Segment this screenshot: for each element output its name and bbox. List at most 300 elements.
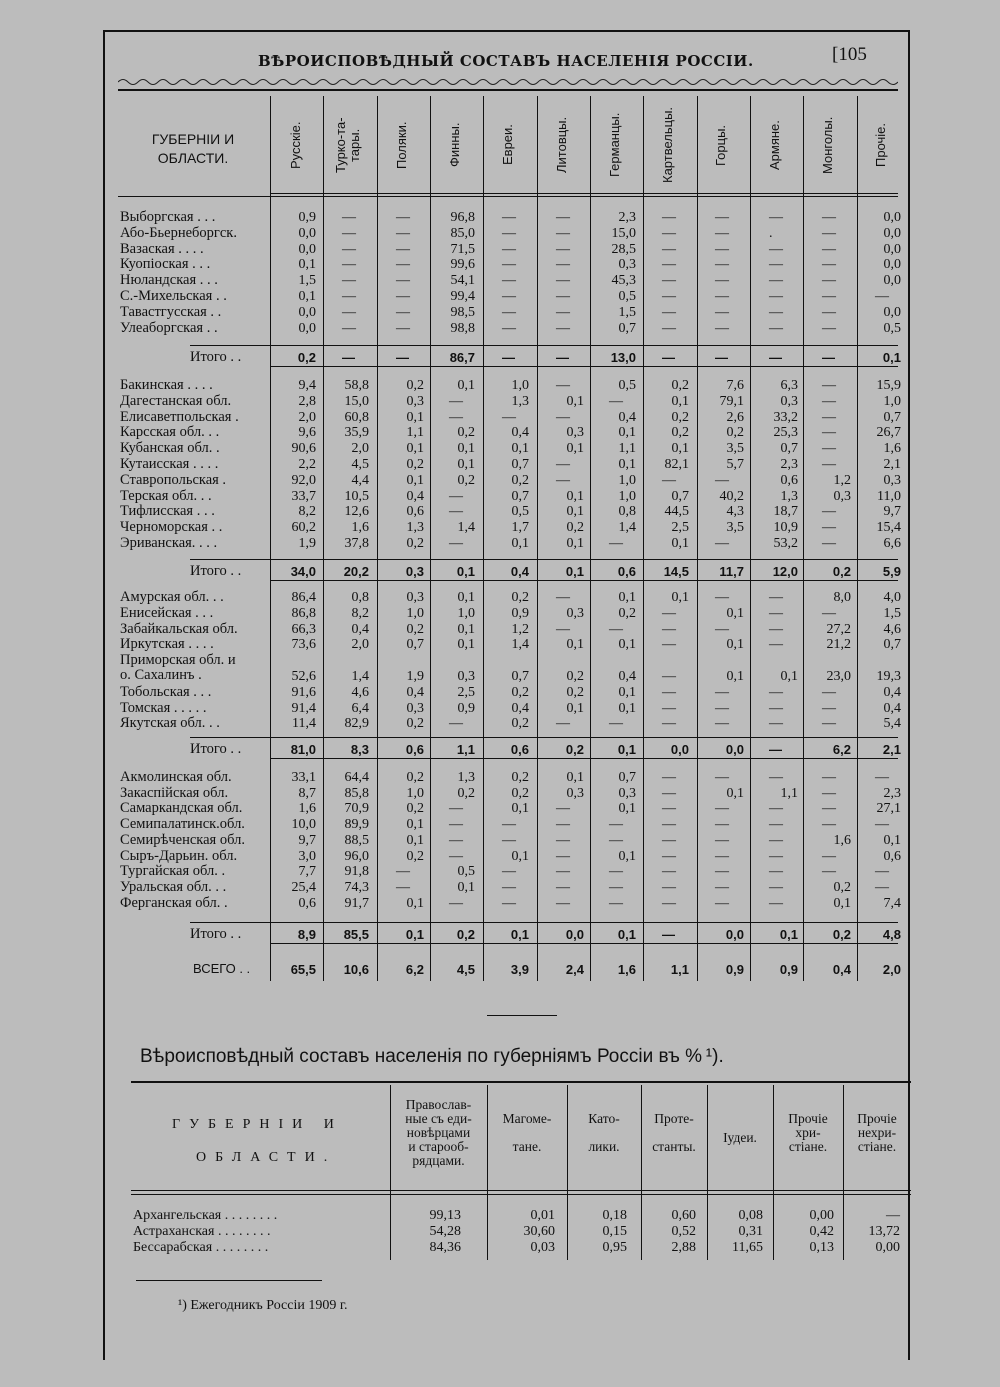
table1-cell: 1,9 xyxy=(298,536,316,551)
table1-cell: 0,4 xyxy=(618,409,636,425)
table1-cell: 4,3 xyxy=(726,504,744,520)
table1-cell: 88,5 xyxy=(344,832,369,848)
table1-total-cell: 0,1 xyxy=(565,564,584,579)
table1-cell: — xyxy=(822,409,836,425)
table1-cell: 0,1 xyxy=(511,441,529,457)
table1-cell: — xyxy=(396,210,410,225)
table1-cell: 70,9 xyxy=(344,801,369,817)
table1-cell: — xyxy=(715,536,729,551)
table1-cell: — xyxy=(715,210,729,225)
table1-cell: 2,0 xyxy=(351,441,369,457)
table1-cell: — xyxy=(342,273,356,289)
table1-cell: 1,2 xyxy=(511,621,529,637)
table1-cell: 0,1 xyxy=(883,832,901,848)
table1-cell: — xyxy=(822,504,836,520)
table1-cell: 52,6 xyxy=(291,669,316,684)
table1-cell: 0,2 xyxy=(671,425,689,441)
table1-cell: — xyxy=(449,817,463,833)
table1-cell: 1,0 xyxy=(406,605,424,621)
table1-cell: — xyxy=(449,801,463,817)
table1-cell: 0,5 xyxy=(511,504,529,520)
page-frame-right xyxy=(908,30,910,1360)
table1-row-label: Томская . . . . . xyxy=(120,699,207,716)
table1-cell: 0,1 xyxy=(298,289,316,304)
table1-cell: — xyxy=(556,289,570,304)
table1-cell: 0,1 xyxy=(457,621,475,637)
table1-grand-total-cell: 0,9 xyxy=(725,962,744,977)
table2-cell: 0,01 xyxy=(530,1208,555,1223)
table1-row-label: Вазаская . . . . xyxy=(120,240,204,257)
table2-corner-line1: ГУБЕРНІИ И xyxy=(172,1117,343,1132)
table1-cell: — xyxy=(556,304,570,320)
table1-cell: 1,5 xyxy=(618,304,636,320)
table1-cell: 0,1 xyxy=(566,700,584,716)
table1-cell: — xyxy=(396,304,410,320)
table1-cell: 1,3 xyxy=(780,488,798,504)
table1-cell: 10,0 xyxy=(291,817,316,833)
table1-total-cell: 0,6 xyxy=(617,564,636,579)
table1-cell: 35,9 xyxy=(344,425,369,441)
table1-cell: — xyxy=(449,536,463,551)
table1-cell: — xyxy=(662,848,676,864)
table1-cell: 0,3 xyxy=(457,669,475,684)
table1-total-rule-top xyxy=(190,559,898,560)
table1-cell: — xyxy=(875,817,889,833)
table1-cell: 91,4 xyxy=(291,700,316,716)
table1-total-label: Итого . . xyxy=(190,741,242,757)
table1-cell: — xyxy=(556,273,570,289)
table1-total-cell: — xyxy=(556,350,569,365)
table1-cell: 1,7 xyxy=(511,520,529,536)
table1-cell: — xyxy=(662,637,676,653)
table1-cell: — xyxy=(609,895,623,911)
table1-row-label: Тифлисская . . . xyxy=(120,503,215,520)
table1-cell: — xyxy=(449,504,463,520)
table1-cell: 0,2 xyxy=(457,425,475,441)
table1-cell: 0,1 xyxy=(406,832,424,848)
table1-cell: 0,3 xyxy=(883,472,901,488)
footnote-rule xyxy=(136,1280,322,1281)
table1-cell: 74,3 xyxy=(344,879,369,895)
table1-cell: 0,1 xyxy=(406,441,424,457)
table1-cell: 0,1 xyxy=(566,441,584,457)
table1-cell: — xyxy=(662,895,676,911)
table1-cell: 1,6 xyxy=(351,520,369,536)
table1-cell: 0,2 xyxy=(511,590,529,605)
table1-total-cell: 0,1 xyxy=(456,564,475,579)
table1-cell: 7,6 xyxy=(726,378,744,393)
table1-cell: 0,3 xyxy=(566,785,584,801)
table1-col-header: Германцы. xyxy=(607,112,622,178)
table1-row-label: Енисейская . . . xyxy=(120,604,214,621)
table2-cell: 0,03 xyxy=(530,1240,555,1255)
table2-cell: 30,60 xyxy=(523,1224,555,1239)
table1-total-cell: 0,6 xyxy=(405,742,424,757)
table1-cell: 10,9 xyxy=(773,520,798,536)
table1-cell: 91,6 xyxy=(291,684,316,700)
table1-cell: — xyxy=(662,684,676,700)
table1-cell: — xyxy=(502,241,516,257)
table1-cell: 0,1 xyxy=(566,488,584,504)
table1-cell: — xyxy=(715,716,729,732)
table1-cell: 0,3 xyxy=(780,393,798,409)
table1-cell: 0,1 xyxy=(671,590,689,605)
table1-row-label: Якутская обл. . . xyxy=(120,715,220,732)
table1-row-label: Тургайская обл. . xyxy=(120,863,226,880)
table1-cell: — xyxy=(609,393,623,409)
table1-cell: — xyxy=(769,320,783,336)
table1-row-label: Иркутская . . . . xyxy=(120,636,214,653)
table1-cell: — xyxy=(822,304,836,320)
table1-cell: — xyxy=(556,832,570,848)
table1-cell: — xyxy=(822,605,836,621)
table1-cell: 2,8 xyxy=(298,393,316,409)
table1-row-label: Улеаборгская . . xyxy=(120,319,218,336)
table1-cell: — xyxy=(556,621,570,637)
table1-cell: — xyxy=(342,241,356,257)
table1-cell: 0,5 xyxy=(457,864,475,880)
decorative-wavy-rule xyxy=(118,74,898,88)
table1-cell: — xyxy=(556,864,570,880)
table1-cell: 1,1 xyxy=(780,785,798,801)
table1-cell: — xyxy=(609,716,623,732)
table1-cell: 1,1 xyxy=(406,425,424,441)
table1-cell: 1,4 xyxy=(511,637,529,653)
table1-cell: 10,5 xyxy=(344,488,369,504)
table1-total-label: Итого . . xyxy=(190,563,242,579)
table2-col-header: Като- лики. xyxy=(588,1111,620,1154)
table1-cell: 99,6 xyxy=(450,257,475,273)
table1-cell: 23,0 xyxy=(826,669,851,684)
table1-cell: 6,4 xyxy=(351,700,369,716)
table1-cell: 0,2 xyxy=(566,669,584,684)
table1-total-cell: 0,4 xyxy=(510,564,529,579)
table1-cell: 0,1 xyxy=(566,770,584,785)
table1-cell: — xyxy=(449,832,463,848)
table1-cell: 0,3 xyxy=(566,605,584,621)
table1-cell: 85,8 xyxy=(344,785,369,801)
table1-total-cell: 0,2 xyxy=(832,564,851,579)
table1-cell: — xyxy=(715,864,729,880)
table1-cell: — xyxy=(715,590,729,605)
table1-cell: 0,3 xyxy=(618,785,636,801)
table1-cell: 8,2 xyxy=(351,605,369,621)
table1-cell: 0,1 xyxy=(298,257,316,273)
table1-total-cell: 0,0 xyxy=(725,927,744,942)
table1-cell: — xyxy=(342,289,356,304)
table1-cell: 0,1 xyxy=(780,669,798,684)
table1-cell: — xyxy=(822,801,836,817)
table1-cell: 0,0 xyxy=(883,210,901,225)
table1-cell: — xyxy=(662,257,676,273)
table1-row-label: Елисаветпольская . xyxy=(120,408,239,425)
table1-cell: 71,5 xyxy=(450,241,475,257)
table1-cell: — xyxy=(502,257,516,273)
table1-cell: — xyxy=(715,684,729,700)
table1-cell: 1,5 xyxy=(298,273,316,289)
table1-column-divider xyxy=(857,96,858,981)
table1-cell: — xyxy=(502,817,516,833)
table1-cell: 0,1 xyxy=(406,895,424,911)
table1-cell: 0,1 xyxy=(618,700,636,716)
page-frame-left xyxy=(103,30,105,1360)
table1-cell: — xyxy=(715,320,729,336)
table1-cell: 96,0 xyxy=(344,848,369,864)
table2-cell: 54,28 xyxy=(429,1224,461,1239)
table1-cell: 0,6 xyxy=(298,895,316,911)
table1-cell: 1,6 xyxy=(833,832,851,848)
table1-cell: 25,4 xyxy=(291,879,316,895)
table1-cell: 98,5 xyxy=(450,304,475,320)
table1-cell: 0,1 xyxy=(511,801,529,817)
table1-cell: 0,7 xyxy=(883,637,901,653)
table1-total-cell: 0,2 xyxy=(297,350,316,365)
table1-cell: — xyxy=(769,700,783,716)
table1-cell: 0,1 xyxy=(511,536,529,551)
table1-cell: — xyxy=(875,879,889,895)
table1-cell: 2,3 xyxy=(618,210,636,225)
table1-total-cell: 2,1 xyxy=(882,742,901,757)
table1-cell: — xyxy=(502,320,516,336)
table1-total-cell: — xyxy=(502,350,515,365)
table2-cell: 0,42 xyxy=(809,1224,834,1239)
table2-cell: 99,13 xyxy=(429,1208,461,1223)
table1-cell: 1,3 xyxy=(457,770,475,785)
table1-grand-total-cell: 1,1 xyxy=(670,962,689,977)
table1-cell: 0,4 xyxy=(883,684,901,700)
table1-cell: — xyxy=(556,879,570,895)
table1-total-rule-top xyxy=(190,922,898,923)
table1-cell: 0,7 xyxy=(406,637,424,653)
table1-cell: 0,1 xyxy=(833,895,851,911)
table1-cell: — xyxy=(769,273,783,289)
table1-cell: 1,6 xyxy=(883,441,901,457)
table1-cell: 1,4 xyxy=(351,669,369,684)
table1-cell: — xyxy=(609,879,623,895)
table1-cell: 0,5 xyxy=(618,289,636,304)
table1-cell: 0,0 xyxy=(883,257,901,273)
table1-total-cell: 0,1 xyxy=(617,927,636,942)
table1-cell: — xyxy=(715,848,729,864)
table1-header-rule xyxy=(118,196,898,197)
table1-cell: 9,7 xyxy=(298,832,316,848)
table1-cell: 0,1 xyxy=(406,817,424,833)
table1-cell: — xyxy=(342,257,356,273)
table1-cell: — xyxy=(769,257,783,273)
table2-cell: 0,00 xyxy=(809,1208,834,1223)
table1-total-cell: — xyxy=(715,350,728,365)
table1-cell: 0,3 xyxy=(833,488,851,504)
table1-cell: — xyxy=(822,864,836,880)
table1-cell: 25,3 xyxy=(773,425,798,441)
table1-cell: — xyxy=(769,304,783,320)
table1-cell: — xyxy=(662,832,676,848)
table1-cell: 0,7 xyxy=(511,669,529,684)
table1-cell: 6,6 xyxy=(883,536,901,551)
table1-cell: 1,1 xyxy=(618,441,636,457)
table1-col-header: Горцы. xyxy=(713,124,728,166)
table1-cell: — xyxy=(556,590,570,605)
table1-cell: 1,2 xyxy=(833,472,851,488)
table1-total-cell: 81,0 xyxy=(290,742,316,757)
table1-cell: — xyxy=(342,210,356,225)
table1-total-cell: 8,3 xyxy=(350,742,369,757)
table1-cell: — xyxy=(556,848,570,864)
table1-cell: — xyxy=(822,848,836,864)
table1-cell: 0,7 xyxy=(671,488,689,504)
table1-cell: — xyxy=(662,225,676,241)
table1-row-label: Куопіоская . . . xyxy=(120,256,211,273)
table1-cell: 0,7 xyxy=(511,457,529,472)
table1-cell: 11,0 xyxy=(877,488,901,504)
table1-cell: 0,2 xyxy=(406,848,424,864)
table1-cell: — xyxy=(502,879,516,895)
table1-cell: 6,3 xyxy=(780,378,798,393)
table1-cell: — xyxy=(556,895,570,911)
table2-row-label: Астраханская . . . . . . . . xyxy=(133,1224,271,1239)
table1-cell: — xyxy=(769,637,783,653)
table1-cell: — xyxy=(822,378,836,393)
table1-cell: 0,7 xyxy=(618,770,636,785)
table1-cell: — xyxy=(822,441,836,457)
table1-cell: — xyxy=(769,848,783,864)
table1-column-divider xyxy=(430,96,431,981)
table1-cell: 0,2 xyxy=(406,801,424,817)
table1-cell: — xyxy=(715,895,729,911)
table1-grand-total-cell: 0,4 xyxy=(832,962,851,977)
table2-col-header: Прочіе хри- стіане. xyxy=(788,1111,828,1154)
table1-cell: — xyxy=(662,700,676,716)
table1-cell: — xyxy=(662,785,676,801)
table1-cell: 82,9 xyxy=(344,716,369,732)
table1-cell: 0,1 xyxy=(671,393,689,409)
table1-cell: 4,0 xyxy=(883,590,901,605)
table1-cell: 0,4 xyxy=(618,669,636,684)
table2-cell: 0,00 xyxy=(875,1240,900,1255)
table1-cell: 64,4 xyxy=(344,770,369,785)
table1-total-cell: 0,0 xyxy=(725,742,744,757)
table1-cell: — xyxy=(449,716,463,732)
table1-cell: 0,2 xyxy=(511,472,529,488)
table1-cell: 15,9 xyxy=(876,378,901,393)
table1-total-cell: — xyxy=(769,742,782,757)
table1-cell: 0,1 xyxy=(618,457,636,472)
table1-cell: 9,6 xyxy=(298,425,316,441)
table1-grand-total-cell: 6,2 xyxy=(405,962,424,977)
table1-cell: 0,1 xyxy=(671,441,689,457)
table1-cell: — xyxy=(502,289,516,304)
table1-cell: 8,7 xyxy=(298,785,316,801)
table1-column-divider xyxy=(537,96,538,981)
table1-cell: — xyxy=(822,817,836,833)
table1-total-cell: 12,0 xyxy=(772,564,798,579)
table2-row-label: Архангельская . . . . . . . . xyxy=(133,1208,278,1223)
table1-cell: — xyxy=(449,848,463,864)
table1-row-label: Семирѣченская обл. xyxy=(120,831,245,848)
table2-cell: 13,72 xyxy=(868,1224,900,1239)
table1-col-header: Литовцы. xyxy=(554,116,569,174)
table1-grand-total-cell: 4,5 xyxy=(456,962,475,977)
table1-total-cell: 5,9 xyxy=(882,564,901,579)
table1-cell: 1,3 xyxy=(511,393,529,409)
table1-total-cell: 13,0 xyxy=(610,350,636,365)
table1-cell: 53,2 xyxy=(773,536,798,551)
page-number: [105 xyxy=(832,44,867,65)
table1-col-header: Евреи. xyxy=(500,124,515,166)
table1-cell: 2,1 xyxy=(883,457,901,472)
table1-row-label: Нюландская . . . xyxy=(120,272,218,289)
table1-cell: 0,3 xyxy=(618,257,636,273)
table1-cell: — xyxy=(822,289,836,304)
table1-cell: — xyxy=(662,241,676,257)
table1-total-cell: 0,1 xyxy=(510,927,529,942)
table1-cell: — xyxy=(449,409,463,425)
table1-total-cell: — xyxy=(396,350,409,365)
table1-cell: — xyxy=(502,273,516,289)
table1-cell: — xyxy=(342,225,356,241)
table1-cell: 0,7 xyxy=(883,409,901,425)
table1-cell: 0,9 xyxy=(457,700,475,716)
table1-row-label: Дагестанская обл. xyxy=(120,392,232,409)
table1-total-cell: 11,7 xyxy=(719,564,744,579)
table1-cell: 7,4 xyxy=(883,895,901,911)
table1-total-cell: 0,3 xyxy=(405,564,424,579)
table1-cell: 89,9 xyxy=(344,817,369,833)
table1-cell: 0,0 xyxy=(298,320,316,336)
table1-cell: — xyxy=(715,289,729,304)
table1-cell: — xyxy=(715,241,729,257)
table1-grand-total-cell: 2,0 xyxy=(882,962,901,977)
table1-cell: 0,1 xyxy=(618,848,636,864)
table1-cell: 0,0 xyxy=(883,241,901,257)
table1-cell: — xyxy=(715,304,729,320)
table1-cell: 3,5 xyxy=(726,441,744,457)
table1-cell: — xyxy=(556,320,570,336)
table1-cell: 0,7 xyxy=(511,488,529,504)
table1-cell: 0,1 xyxy=(671,536,689,551)
table2-corner-line2: ОБЛАСТИ. xyxy=(196,1150,337,1165)
table1-row-label: Тавастгусская . . xyxy=(120,303,222,320)
table1-cell: — xyxy=(449,488,463,504)
table1-cell: — xyxy=(769,716,783,732)
table1-cell: 0,1 xyxy=(406,472,424,488)
table1-row-label: Карсская обл. . . xyxy=(120,424,220,441)
table2-col-header: Іудеи. xyxy=(723,1130,757,1145)
table1-cell: — xyxy=(502,304,516,320)
table1-cell: 85,0 xyxy=(450,225,475,241)
table1-cell: 0,0 xyxy=(298,225,316,241)
table1-cell: 92,0 xyxy=(291,472,316,488)
table1-cell: 96,8 xyxy=(450,210,475,225)
table1-cell: — xyxy=(556,409,570,425)
table1-cell: 0,3 xyxy=(566,425,584,441)
table1-cell: — xyxy=(822,716,836,732)
table1-total-cell: 6,2 xyxy=(832,742,851,757)
table2-col-header: Прочіе нехри- стіане. xyxy=(857,1111,897,1154)
table1-grand-total-cell: 65,5 xyxy=(290,962,316,977)
table1-cell: — xyxy=(769,832,783,848)
table1-grand-total-cell: 3,9 xyxy=(510,962,529,977)
table2-cell: 0,31 xyxy=(738,1224,763,1239)
table1-cell: — xyxy=(715,257,729,273)
table1-cell: 0,1 xyxy=(618,637,636,653)
table1-column-divider xyxy=(750,96,751,981)
table1-cell: — xyxy=(822,425,836,441)
table2-cell: 84,36 xyxy=(429,1240,461,1255)
table1-cell: 0,1 xyxy=(566,393,584,409)
table1-cell: 0,1 xyxy=(566,504,584,520)
table1-cell: 1,0 xyxy=(511,378,529,393)
